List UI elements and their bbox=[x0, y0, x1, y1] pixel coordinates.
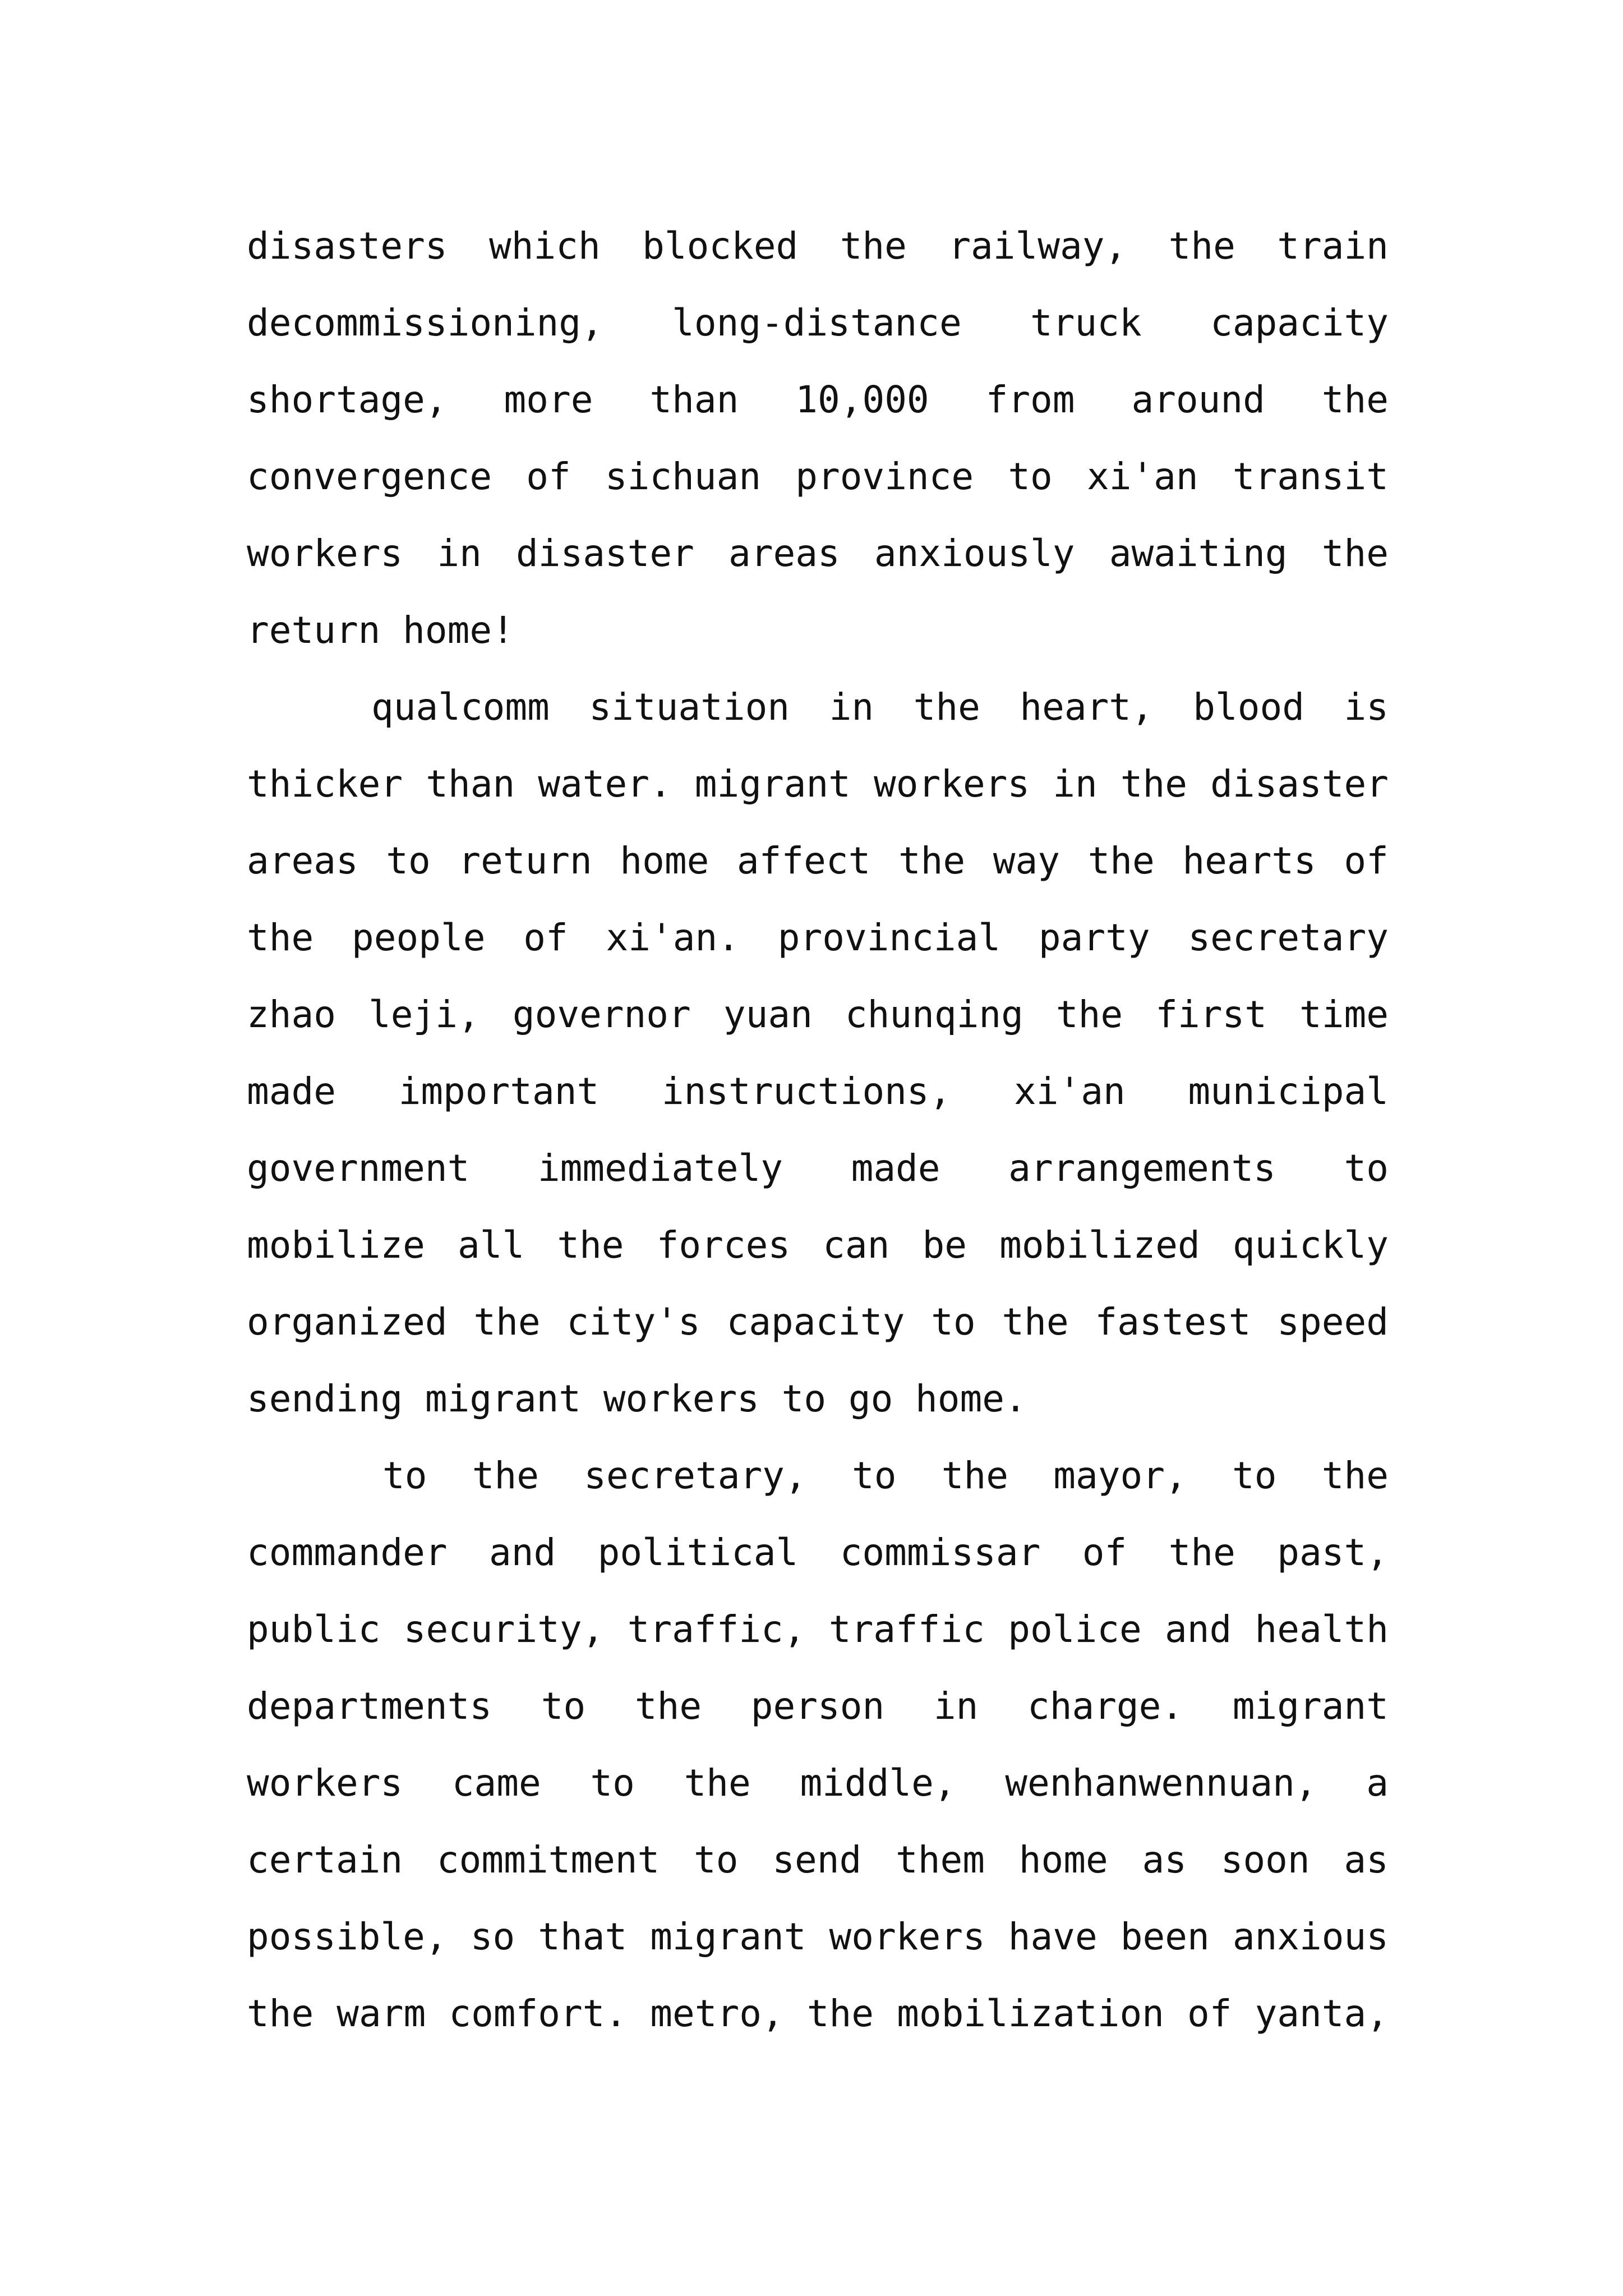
word: have bbox=[1008, 1915, 1098, 1958]
word: yuan bbox=[723, 993, 813, 1036]
word: zhao bbox=[247, 993, 336, 1036]
word: disasters bbox=[247, 224, 448, 268]
word: of bbox=[1082, 1531, 1127, 1574]
text-line bbox=[247, 1130, 1389, 1207]
word: disaster bbox=[1210, 762, 1389, 806]
word: traffic, bbox=[627, 1608, 806, 1651]
word: affect bbox=[736, 839, 871, 882]
text-line bbox=[247, 361, 1389, 438]
word: of bbox=[526, 455, 571, 498]
word: the bbox=[1321, 532, 1389, 575]
word: xi'an. bbox=[606, 916, 740, 959]
word: areas bbox=[728, 532, 840, 575]
text-line bbox=[247, 515, 1389, 592]
word: than bbox=[649, 378, 739, 421]
word: the bbox=[1055, 993, 1123, 1036]
word: the bbox=[1120, 762, 1188, 806]
word: commander bbox=[247, 1531, 448, 1574]
body-text bbox=[247, 208, 1389, 2052]
word: forces bbox=[656, 1223, 791, 1267]
word: the bbox=[473, 1300, 541, 1343]
text-line bbox=[247, 1514, 1389, 1591]
word: more bbox=[504, 378, 593, 421]
word: migrant bbox=[694, 762, 851, 806]
word: health bbox=[1255, 1608, 1389, 1651]
text-line bbox=[247, 1821, 1389, 1898]
word: the bbox=[913, 685, 980, 729]
word: wenhanwennuan, bbox=[1005, 1761, 1317, 1805]
word: than bbox=[426, 762, 515, 806]
word: mobilize bbox=[247, 1223, 425, 1267]
word: of bbox=[1187, 1992, 1232, 2035]
word: security, bbox=[403, 1608, 605, 1651]
word: all bbox=[458, 1223, 525, 1267]
word: the bbox=[1321, 378, 1389, 421]
word: anxious bbox=[1232, 1915, 1389, 1958]
word: to bbox=[590, 1761, 635, 1805]
word: anxiously bbox=[874, 532, 1075, 575]
word: can bbox=[823, 1223, 890, 1267]
word: and bbox=[489, 1531, 556, 1574]
word: made bbox=[851, 1147, 940, 1190]
word: made bbox=[247, 1070, 336, 1113]
word: so bbox=[470, 1915, 515, 1958]
text-line bbox=[247, 976, 1389, 1053]
word: traffic bbox=[828, 1608, 985, 1651]
word: heart, bbox=[1020, 685, 1154, 729]
word: capacity bbox=[1210, 301, 1389, 344]
word: instructions, bbox=[661, 1070, 952, 1113]
word: the bbox=[247, 916, 314, 959]
word: to bbox=[1008, 455, 1053, 498]
word: to bbox=[851, 1454, 897, 1497]
word: migrant bbox=[650, 1915, 806, 1958]
word: hearts bbox=[1182, 839, 1316, 882]
word: migrant bbox=[1232, 1685, 1389, 1728]
word: send bbox=[772, 1838, 862, 1881]
word: the bbox=[1087, 839, 1155, 882]
word: important bbox=[398, 1070, 600, 1113]
word: the bbox=[684, 1761, 751, 1805]
word: immediately bbox=[537, 1147, 783, 1190]
word: the bbox=[634, 1685, 702, 1728]
word: long-distance bbox=[672, 301, 962, 344]
word: them bbox=[896, 1838, 985, 1881]
word: the bbox=[941, 1454, 1008, 1497]
word: train bbox=[1277, 224, 1389, 268]
word: blocked bbox=[642, 224, 799, 268]
word: municipal bbox=[1188, 1070, 1389, 1113]
word: as bbox=[1344, 1838, 1389, 1881]
word: awaiting bbox=[1109, 532, 1288, 575]
word: qualcomm bbox=[371, 685, 550, 729]
word: secretary bbox=[1188, 916, 1389, 959]
word: transit bbox=[1232, 455, 1389, 498]
word: and bbox=[1165, 1608, 1232, 1651]
text-line bbox=[247, 1207, 1389, 1283]
text-line bbox=[247, 746, 1389, 822]
word: the bbox=[806, 1992, 874, 2035]
word: to bbox=[541, 1685, 586, 1728]
word: which bbox=[489, 224, 601, 268]
word: 10,000 bbox=[795, 378, 929, 421]
word: to bbox=[694, 1838, 739, 1881]
word: a bbox=[1366, 1761, 1389, 1805]
word: first bbox=[1155, 993, 1267, 1036]
word: province bbox=[795, 455, 974, 498]
word: workers bbox=[247, 532, 403, 575]
word: to bbox=[1344, 1147, 1389, 1190]
word: to bbox=[386, 839, 431, 882]
word: as bbox=[1142, 1838, 1187, 1881]
word: metro, bbox=[650, 1992, 784, 2035]
text-line bbox=[247, 669, 1389, 746]
text-line bbox=[247, 284, 1389, 361]
text-line bbox=[247, 1591, 1389, 1668]
word: truck bbox=[1030, 301, 1142, 344]
word: certain bbox=[247, 1838, 403, 1881]
word: came bbox=[451, 1761, 541, 1805]
word: to bbox=[1232, 1454, 1277, 1497]
word: city's bbox=[566, 1300, 700, 1343]
word: chunqing bbox=[845, 993, 1023, 1036]
word: arrangements bbox=[1008, 1147, 1276, 1190]
text-line bbox=[247, 1668, 1389, 1745]
word: commissar bbox=[840, 1531, 1041, 1574]
word: the bbox=[1168, 1531, 1235, 1574]
word: the bbox=[1002, 1300, 1069, 1343]
word: to bbox=[931, 1300, 976, 1343]
word: been bbox=[1120, 1915, 1210, 1958]
text-line: sending migrant workers to go home. bbox=[247, 1377, 1027, 1420]
word: soon bbox=[1220, 1838, 1310, 1881]
word: the bbox=[898, 839, 966, 882]
word: public bbox=[247, 1608, 381, 1651]
word: departments bbox=[247, 1685, 492, 1728]
word: provincial bbox=[777, 916, 1001, 959]
word: in bbox=[933, 1685, 979, 1728]
word: quickly bbox=[1232, 1223, 1389, 1267]
word: home bbox=[1018, 1838, 1108, 1881]
word: return bbox=[458, 839, 592, 882]
word: situation bbox=[589, 685, 790, 729]
word: thicker bbox=[247, 762, 403, 806]
text-line bbox=[247, 1283, 1389, 1360]
text-line bbox=[247, 1437, 1389, 1514]
word: political bbox=[597, 1531, 799, 1574]
word: secretary, bbox=[584, 1454, 807, 1497]
word: mayor, bbox=[1053, 1454, 1187, 1497]
word: is bbox=[1344, 685, 1389, 729]
text-line: return home! bbox=[247, 609, 514, 652]
word: to bbox=[382, 1454, 427, 1497]
word: time bbox=[1299, 993, 1389, 1036]
word: of bbox=[1344, 839, 1389, 882]
word: disaster bbox=[515, 532, 694, 575]
word: warm bbox=[336, 1992, 426, 2035]
word: leji, bbox=[368, 993, 480, 1036]
word: the bbox=[472, 1454, 539, 1497]
word: that bbox=[538, 1915, 628, 1958]
word: mobilized bbox=[999, 1223, 1200, 1267]
word: speed bbox=[1277, 1300, 1389, 1343]
word: police bbox=[1008, 1608, 1142, 1651]
word: people bbox=[352, 916, 486, 959]
word: possible, bbox=[247, 1915, 448, 1958]
word: decommissioning, bbox=[247, 301, 603, 344]
word: middle, bbox=[800, 1761, 956, 1805]
word: the bbox=[1168, 224, 1235, 268]
word: blood bbox=[1193, 685, 1304, 729]
word: charge. bbox=[1027, 1685, 1184, 1728]
word: party bbox=[1038, 916, 1150, 959]
word: the bbox=[840, 224, 907, 268]
word: person bbox=[750, 1685, 885, 1728]
word: the bbox=[1321, 1454, 1389, 1497]
word: commitment bbox=[436, 1838, 660, 1881]
word: yanta, bbox=[1255, 1992, 1389, 2035]
word: from bbox=[985, 378, 1075, 421]
word: around bbox=[1131, 378, 1265, 421]
word: workers bbox=[874, 762, 1030, 806]
word: in bbox=[1053, 762, 1098, 806]
word: areas bbox=[247, 839, 358, 882]
word: sichuan bbox=[605, 455, 762, 498]
word: way bbox=[993, 839, 1060, 882]
word: government bbox=[247, 1147, 470, 1190]
word: governor bbox=[512, 993, 691, 1036]
text-line bbox=[247, 1975, 1389, 2052]
text-line bbox=[247, 208, 1389, 284]
word: in bbox=[829, 685, 874, 729]
word: comfort. bbox=[449, 1992, 628, 2035]
word: past, bbox=[1277, 1531, 1389, 1574]
word: home bbox=[620, 839, 709, 882]
text-line bbox=[247, 1053, 1389, 1130]
word: workers bbox=[829, 1915, 985, 1958]
word: xi'an bbox=[1086, 455, 1198, 498]
word: the bbox=[557, 1223, 624, 1267]
text-line bbox=[247, 1898, 1389, 1975]
word: capacity bbox=[726, 1300, 905, 1343]
word: in bbox=[437, 532, 482, 575]
text-line bbox=[247, 822, 1389, 899]
word: convergence bbox=[247, 455, 492, 498]
word: xi'an bbox=[1014, 1070, 1126, 1113]
word: organized bbox=[247, 1300, 448, 1343]
word: mobilization bbox=[897, 1992, 1164, 2035]
word: shortage, bbox=[247, 378, 448, 421]
word: water. bbox=[538, 762, 672, 806]
word: fastest bbox=[1095, 1300, 1251, 1343]
word: be bbox=[922, 1223, 967, 1267]
word: workers bbox=[247, 1761, 403, 1805]
text-line bbox=[247, 899, 1389, 976]
word: the bbox=[247, 1992, 314, 2035]
text-line bbox=[247, 438, 1389, 515]
text-line bbox=[247, 1745, 1389, 1821]
word: railway, bbox=[948, 224, 1127, 268]
word: of bbox=[523, 916, 568, 959]
